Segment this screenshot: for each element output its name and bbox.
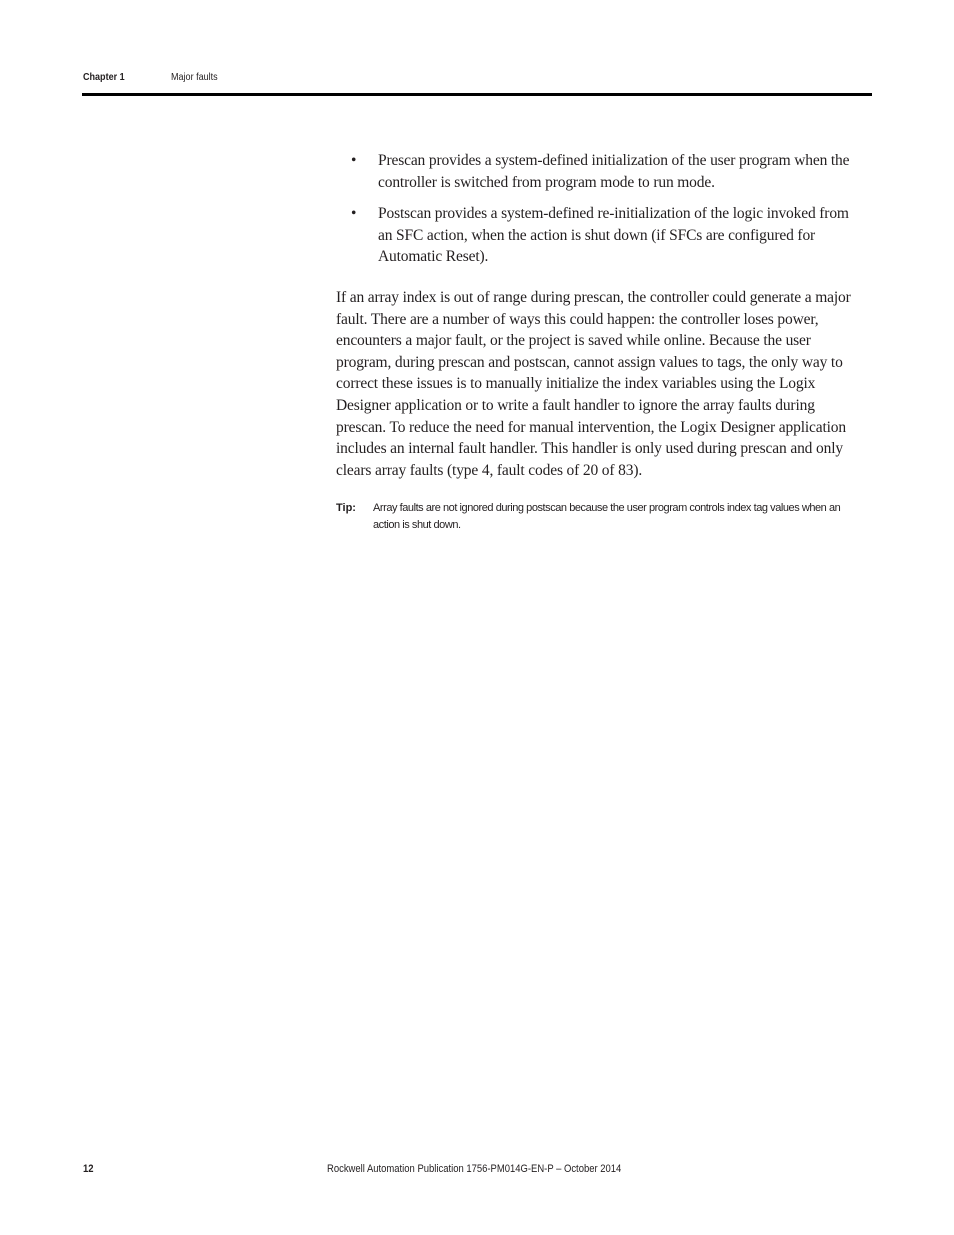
- bullet-text: Postscan provides a system-defined re-initialization of the logic invoked from an SFC action, when the action is shut down (if SFCs are configured for Automatic Reset).: [378, 205, 849, 266]
- chapter-label: Chapter 1: [83, 71, 125, 83]
- bullet-item-prescan: [336, 150, 864, 193]
- bullet-icon: •: [351, 205, 357, 223]
- header-divider: [82, 93, 872, 96]
- body-paragraph: If an array index is out of range during prescan, the controller could generate a major fault. There are a number of ways this could happen: the controller loses power, encounters a major fault, or the project is saved while online. Because the user program, during prescan and postscan, cannot assign values to tags, the only way to correct these issues is to manually initialize the index variables using the Logix Designer application or to write a fault handler to ignore the array faults during prescan. To reduce the need for manual intervention, the Logix Designer application includes an internal fault handler. This handler is only used during prescan and only clears array faults (type 4, fault codes of 20 of 83).: [336, 288, 851, 479]
- bullet-list: [336, 150, 864, 268]
- page-number: 12: [83, 1163, 94, 1175]
- bullet-text: Prescan provides a system-defined initialization of the user program when the controller is switched from program mode to run mode.: [378, 152, 850, 191]
- main-content: [336, 150, 864, 534]
- tip-text: Array faults are not ignored during postscan because the user program controls index tag values when an action is shut down.: [373, 502, 841, 532]
- section-title: Major faults: [171, 71, 218, 83]
- tip-label: Tip:: [336, 502, 356, 515]
- bullet-icon: •: [351, 152, 357, 169]
- publication-footer: Rockwell Automation Publication 1756-PM014G-EN-P – October 2014: [327, 1163, 622, 1175]
- bullet-item-postscan: [336, 203, 864, 268]
- tip-note: [336, 500, 864, 534]
